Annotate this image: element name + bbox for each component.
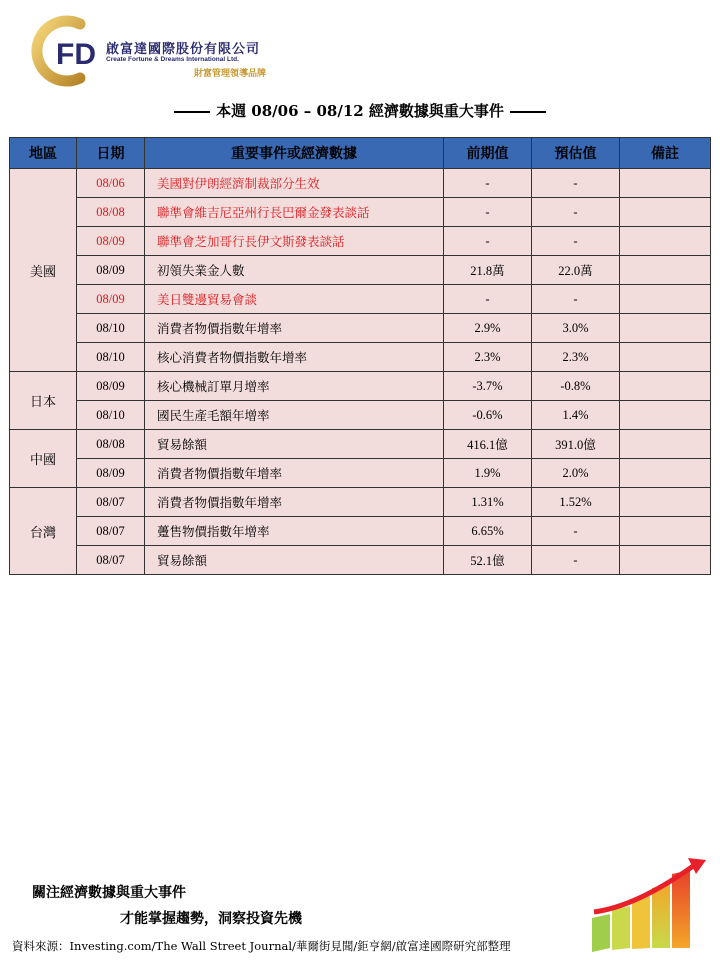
date-cell: 08/08 [77, 198, 145, 227]
company-name-cn: 啟富達國際股份有限公司 [106, 42, 261, 57]
note-cell [620, 401, 711, 430]
note-cell [620, 343, 711, 372]
table-row [10, 430, 711, 459]
event-cell: 初領失業金人數 [145, 256, 444, 285]
company-name-en: Create Fortune & Dreams International Ltd. [106, 56, 239, 63]
table-body [10, 169, 711, 575]
note-cell [620, 169, 711, 198]
column-header-estimate: 預估值 [532, 138, 620, 169]
note-cell [620, 459, 711, 488]
estimate-value-cell: 22.0萬 [532, 256, 620, 285]
table-row [10, 314, 711, 343]
estimate-value-cell: 2.3% [532, 343, 620, 372]
date-cell: 08/09 [77, 227, 145, 256]
event-cell: 消費者物價指數年增率 [145, 314, 444, 343]
previous-value-cell: 1.9% [444, 459, 532, 488]
logo-letters: FD [56, 38, 96, 71]
event-cell: 消費者物價指數年增率 [145, 488, 444, 517]
table-row [10, 227, 711, 256]
table-row [10, 517, 711, 546]
table-row [10, 343, 711, 372]
table-row [10, 198, 711, 227]
event-cell: 躉售物價指數年增率 [145, 517, 444, 546]
footer-slogan-line1: 關注經濟數據與重大事件 [32, 885, 186, 901]
note-cell [620, 285, 711, 314]
previous-value-cell: - [444, 198, 532, 227]
title-rule-right [510, 111, 546, 113]
page-title-wrap [0, 100, 720, 121]
title-rule-left [174, 111, 210, 113]
company-logo [18, 12, 308, 88]
date-cell: 08/10 [77, 343, 145, 372]
event-cell: 核心機械訂單月增率 [145, 372, 444, 401]
date-cell: 08/07 [77, 546, 145, 575]
table-row [10, 169, 711, 198]
estimate-value-cell: 1.52% [532, 488, 620, 517]
event-cell: 貿易餘額 [145, 430, 444, 459]
previous-value-cell: -3.7% [444, 372, 532, 401]
company-slogan: 財富管理領導品牌 [194, 69, 267, 79]
date-cell: 08/09 [77, 256, 145, 285]
event-cell: 消費者物價指數年增率 [145, 459, 444, 488]
note-cell [620, 546, 711, 575]
previous-value-cell: - [444, 169, 532, 198]
estimate-value-cell: - [532, 517, 620, 546]
date-cell: 08/09 [77, 459, 145, 488]
event-cell: 美國對伊朗經濟制裁部分生效 [145, 169, 444, 198]
region-cell: 中國 [10, 430, 77, 488]
event-cell: 貿易餘額 [145, 546, 444, 575]
estimate-value-cell: - [532, 546, 620, 575]
estimate-value-cell: - [532, 198, 620, 227]
region-cell: 台灣 [10, 488, 77, 575]
date-cell: 08/10 [77, 314, 145, 343]
footer-slogan-line2: 才能掌握趨勢，洞察投資先機 [120, 911, 302, 927]
note-cell [620, 430, 711, 459]
table-row [10, 256, 711, 285]
estimate-value-cell: -0.8% [532, 372, 620, 401]
previous-value-cell: 1.31% [444, 488, 532, 517]
page-title: 本週 08/06 – 08/12 經濟數據與重大事件 [216, 102, 504, 120]
previous-value-cell: 2.9% [444, 314, 532, 343]
event-cell: 美日雙邊貿易會談 [145, 285, 444, 314]
estimate-value-cell: 2.0% [532, 459, 620, 488]
previous-value-cell: - [444, 285, 532, 314]
previous-value-cell: 21.8萬 [444, 256, 532, 285]
economic-events-table [9, 137, 711, 575]
column-header-previous: 前期值 [444, 138, 532, 169]
date-cell: 08/08 [77, 430, 145, 459]
previous-value-cell: 2.3% [444, 343, 532, 372]
fd-logo-icon [18, 12, 108, 88]
date-cell: 08/06 [77, 169, 145, 198]
column-header-note: 備註 [620, 138, 711, 169]
event-cell: 聯準會芝加哥行長伊文斯發表談話 [145, 227, 444, 256]
date-cell: 08/07 [77, 488, 145, 517]
previous-value-cell: 52.1億 [444, 546, 532, 575]
estimate-value-cell: 391.0億 [532, 430, 620, 459]
data-source: 資料來源：Investing.com/The Wall Street Journal/華爾街見聞/鉅亨網/啟富達國際研究部整理 [12, 939, 511, 953]
note-cell [620, 517, 711, 546]
estimate-value-cell: - [532, 285, 620, 314]
estimate-value-cell: 3.0% [532, 314, 620, 343]
estimate-value-cell: 1.4% [532, 401, 620, 430]
note-cell [620, 198, 711, 227]
date-cell: 08/07 [77, 517, 145, 546]
note-cell [620, 488, 711, 517]
event-cell: 聯準會維吉尼亞州行長巴爾金發表談話 [145, 198, 444, 227]
column-header-event: 重要事件或經濟數據 [145, 138, 444, 169]
previous-value-cell: 416.1億 [444, 430, 532, 459]
previous-value-cell: - [444, 227, 532, 256]
column-header-region: 地區 [10, 138, 77, 169]
event-cell: 國民生產毛額年增率 [145, 401, 444, 430]
column-header-date: 日期 [77, 138, 145, 169]
region-cell: 日本 [10, 372, 77, 430]
previous-value-cell: -0.6% [444, 401, 532, 430]
note-cell [620, 227, 711, 256]
table-row [10, 372, 711, 401]
table-row [10, 401, 711, 430]
estimate-value-cell: - [532, 227, 620, 256]
estimate-value-cell: - [532, 169, 620, 198]
table-row [10, 285, 711, 314]
table-row [10, 488, 711, 517]
note-cell [620, 256, 711, 285]
date-cell: 08/09 [77, 285, 145, 314]
previous-value-cell: 6.65% [444, 517, 532, 546]
table-row [10, 546, 711, 575]
date-cell: 08/09 [77, 372, 145, 401]
table-row [10, 459, 711, 488]
date-cell: 08/10 [77, 401, 145, 430]
region-cell: 美國 [10, 169, 77, 372]
note-cell [620, 314, 711, 343]
table-header-row [10, 138, 711, 169]
note-cell [620, 372, 711, 401]
growth-chart-icon [588, 856, 712, 956]
event-cell: 核心消費者物價指數年增率 [145, 343, 444, 372]
